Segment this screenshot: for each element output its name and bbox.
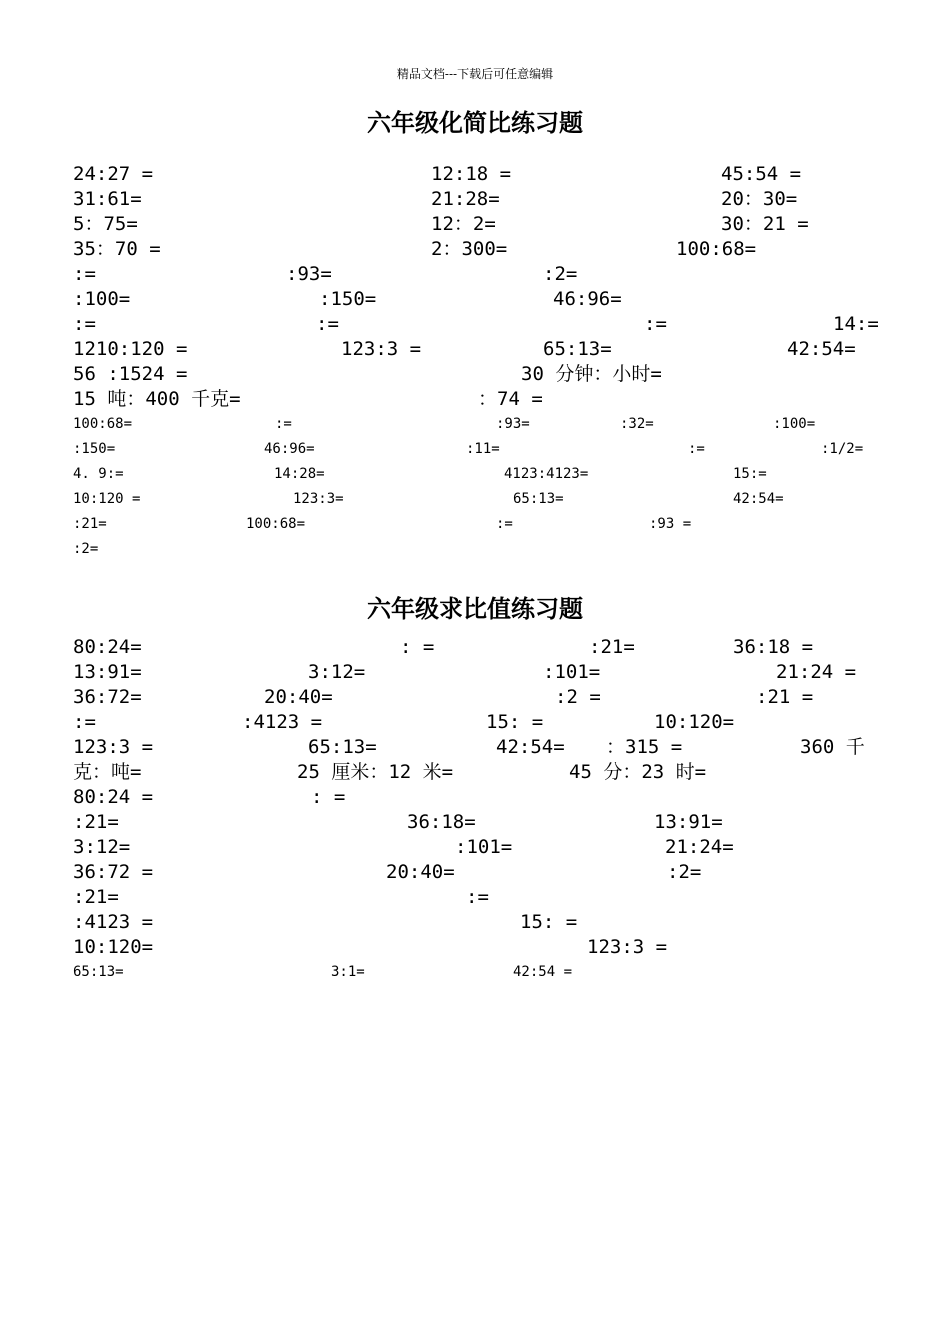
exercise-item: :150= — [73, 441, 116, 457]
exercise-item: :21= — [73, 886, 119, 908]
exercise-row — [0, 735, 950, 760]
exercise-row — [0, 810, 950, 835]
exercise-item: 123:3 = — [587, 936, 668, 958]
exercise-item: 24:27 = — [73, 163, 154, 185]
exercise-row — [0, 710, 950, 735]
exercise-item: 12:18 = — [431, 163, 512, 185]
exercise-item: 12：2= — [431, 213, 496, 235]
exercise-item: 80:24= — [73, 636, 142, 658]
exercise-item: :2= — [73, 541, 99, 557]
exercise-item: :2= — [543, 263, 578, 285]
exercise-row — [0, 237, 950, 262]
exercise-item: 14:28= — [274, 466, 325, 482]
exercise-item: :32= — [620, 416, 654, 432]
exercise-item: 15: = — [486, 711, 544, 733]
exercise-item: := — [275, 416, 292, 432]
exercise-item: 65:13= — [308, 736, 377, 758]
exercise-item: ：315 = — [606, 736, 683, 758]
exercise-item: := — [73, 263, 96, 285]
exercise-item: :101= — [455, 836, 513, 858]
exercise-item: 克：吨= — [73, 761, 142, 783]
exercise-item: 15: = — [520, 911, 578, 933]
exercise-item: 15 吨：400 千克= — [73, 388, 241, 410]
exercise-item: :101= — [543, 661, 601, 683]
exercise-item: :150= — [319, 288, 377, 310]
exercise-row — [0, 287, 950, 312]
section-title-simplify: 六年级化简比练习题 — [367, 109, 583, 137]
exercise-item: 13:91= — [73, 661, 142, 683]
exercise-item: 20：30= — [721, 188, 798, 210]
exercise-item: 42:54 = — [513, 964, 573, 980]
exercise-row — [0, 462, 950, 487]
exercise-item: 360 千 — [800, 736, 865, 758]
exercise-item: :11= — [466, 441, 500, 457]
exercise-item: 65:13= — [73, 964, 124, 980]
exercise-item: 14:= — [833, 313, 879, 335]
exercise-item: 4123:4123= — [504, 466, 589, 482]
header-note: 精品文档---下载后可任意编辑 — [396, 67, 554, 81]
exercise-row — [0, 162, 950, 187]
exercise-item: :93 = — [649, 516, 692, 532]
exercise-item: :100= — [73, 288, 131, 310]
exercise-item: 21:24 = — [776, 661, 857, 683]
exercise-item: 31:61= — [73, 188, 142, 210]
exercise-item: 15:= — [733, 466, 767, 482]
exercise-item: : = — [311, 786, 346, 808]
exercise-row — [0, 660, 950, 685]
exercise-item: :21= — [589, 636, 635, 658]
exercise-item: :93= — [286, 263, 332, 285]
exercise-item: 100:68= — [73, 416, 133, 432]
exercise-item: := — [644, 313, 667, 335]
exercise-row — [0, 885, 950, 910]
exercise-item: 42:54= — [787, 338, 856, 360]
exercise-item: 2：300= — [431, 238, 508, 260]
exercise-row — [0, 512, 950, 537]
exercise-row — [0, 910, 950, 935]
exercise-item: 10:120= — [73, 936, 154, 958]
exercise-item: :4123 = — [73, 911, 154, 933]
exercise-row — [0, 412, 950, 437]
exercise-item: 3:12= — [308, 661, 366, 683]
exercise-item: 100:68= — [676, 238, 757, 260]
exercise-item: 10:120= — [654, 711, 735, 733]
exercise-item: 3:1= — [331, 964, 365, 980]
exercise-item: 65:13= — [513, 491, 564, 507]
exercise-item: := — [73, 313, 96, 335]
exercise-row — [0, 760, 950, 785]
exercise-item: 20:40= — [264, 686, 333, 708]
exercise-item: 36:72 = — [73, 861, 154, 883]
exercise-item: :100= — [773, 416, 816, 432]
exercise-item: 46:96= — [264, 441, 315, 457]
exercise-row — [0, 387, 950, 412]
exercise-item: 30：21 = — [721, 213, 809, 235]
exercise-item: 30 分钟：小时= — [521, 363, 662, 385]
exercise-item: 13:91= — [654, 811, 723, 833]
exercise-item: := — [316, 313, 339, 335]
exercise-item: :21= — [73, 516, 107, 532]
exercise-item: :21 = — [756, 686, 814, 708]
exercise-item: 25 厘米：12 米= — [297, 761, 454, 783]
exercise-item: :2= — [667, 861, 702, 883]
exercise-item: 5：75= — [73, 213, 138, 235]
exercise-row — [0, 437, 950, 462]
exercise-item: :1/2= — [821, 441, 864, 457]
exercise-item: 36:72= — [73, 686, 142, 708]
exercise-item: := — [466, 886, 489, 908]
exercise-row — [0, 487, 950, 512]
exercise-item: 36:18 = — [733, 636, 814, 658]
exercise-item: 42:54= — [496, 736, 565, 758]
exercise-item: := — [73, 711, 96, 733]
exercise-item: 45 分：23 时= — [569, 761, 707, 783]
exercise-item: 80:24 = — [73, 786, 154, 808]
exercise-item: 10:120 = — [73, 491, 141, 507]
exercise-item: ：74 = — [478, 388, 543, 410]
exercise-item: :4123 = — [242, 711, 323, 733]
exercise-item: 65:13= — [543, 338, 612, 360]
exercise-row — [0, 362, 950, 387]
exercise-item: 123:3 = — [341, 338, 422, 360]
exercise-row — [0, 935, 950, 960]
exercise-item: 21:28= — [431, 188, 500, 210]
exercise-item: 46:96= — [553, 288, 622, 310]
exercise-row — [0, 685, 950, 710]
exercise-item: :2 = — [555, 686, 601, 708]
exercise-row — [0, 312, 950, 337]
exercise-item: 123:3= — [293, 491, 344, 507]
exercise-row — [0, 835, 950, 860]
exercise-row — [0, 960, 950, 985]
exercise-item: 21:24= — [665, 836, 734, 858]
exercise-item: : = — [400, 636, 435, 658]
exercise-item: 45:54 = — [721, 163, 802, 185]
exercise-item: 56 :1524 = — [73, 363, 188, 385]
exercise-row — [0, 635, 950, 660]
exercise-row — [0, 337, 950, 362]
exercise-row — [0, 860, 950, 885]
exercise-item: 3:12= — [73, 836, 131, 858]
exercise-row — [0, 537, 950, 562]
exercise-item: 100:68= — [246, 516, 306, 532]
exercise-item: 4. 9:= — [73, 466, 124, 482]
exercise-item: 35：70 = — [73, 238, 161, 260]
section-title-ratio-value: 六年级求比值练习题 — [367, 595, 583, 623]
exercise-item: 36:18= — [407, 811, 476, 833]
exercise-item: 20:40= — [386, 861, 455, 883]
exercise-item: := — [688, 441, 705, 457]
exercise-item: :93= — [496, 416, 530, 432]
exercise-row — [0, 785, 950, 810]
exercise-row — [0, 262, 950, 287]
exercise-item: 123:3 = — [73, 736, 154, 758]
exercise-item: 42:54= — [733, 491, 784, 507]
exercise-item: 1210:120 = — [73, 338, 188, 360]
exercise-item: :21= — [73, 811, 119, 833]
exercise-item: := — [496, 516, 513, 532]
exercise-row — [0, 187, 950, 212]
exercise-row — [0, 212, 950, 237]
